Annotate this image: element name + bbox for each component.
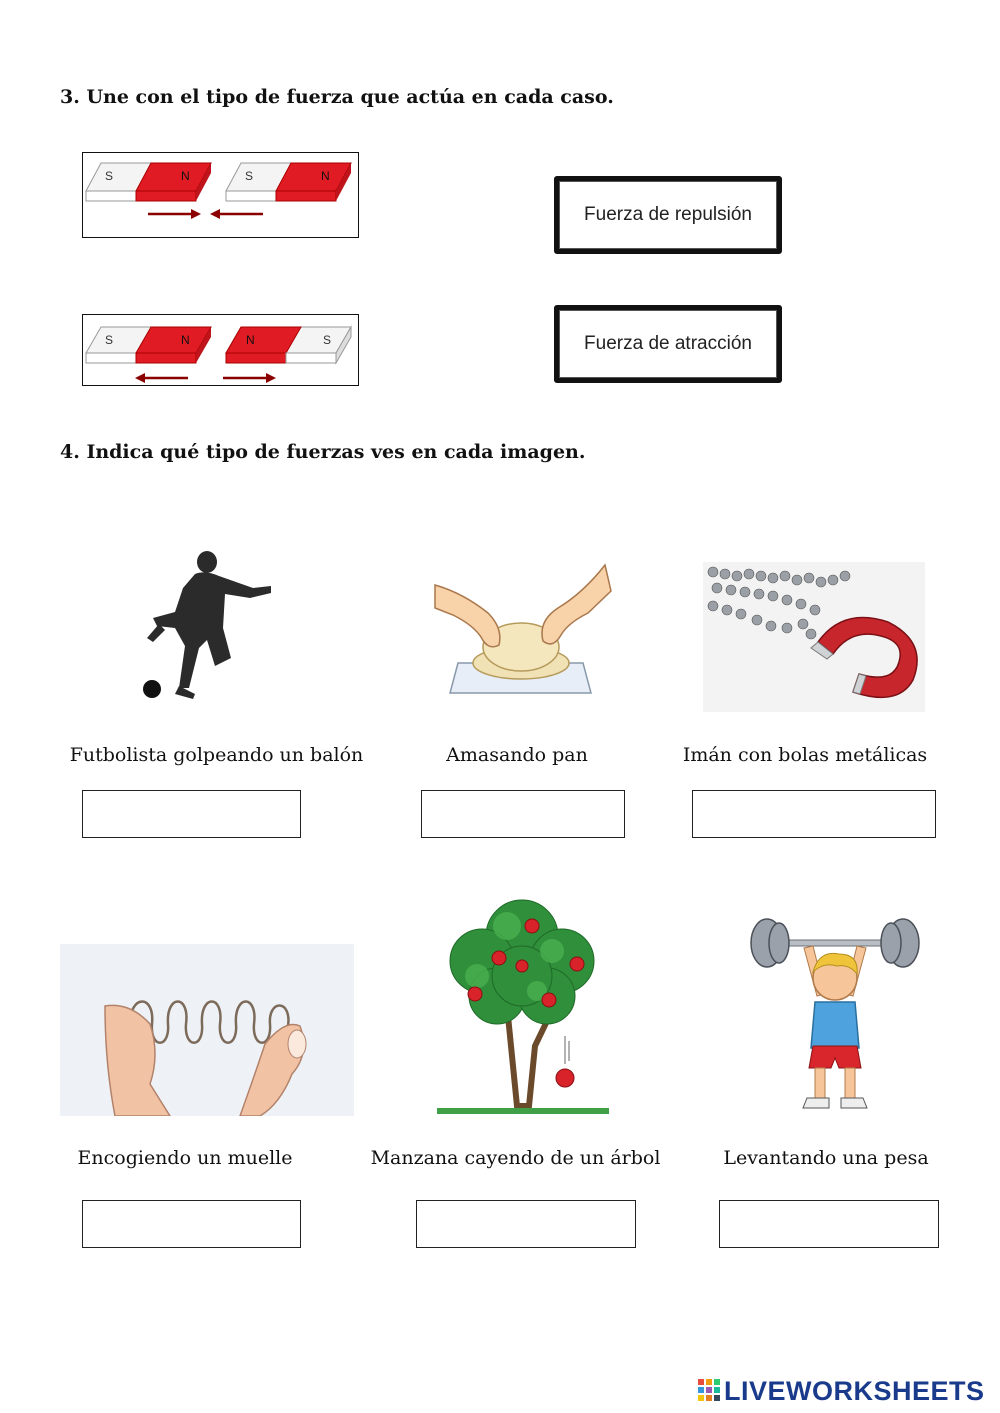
caption-dough: Amasando pan <box>446 744 588 766</box>
magnet-2b-pole-n: N <box>246 333 255 347</box>
magnet-2a-pole-s: S <box>105 333 114 347</box>
magnet-2a-pole-n: N <box>181 333 190 347</box>
caption-magnet: Imán con bolas metálicas <box>682 744 928 766</box>
apple-tree-image <box>437 896 609 1118</box>
magnet-1a-pole-s: S <box>105 169 114 183</box>
magnets-figure-1 <box>82 152 359 238</box>
magnet-balls-image <box>703 562 925 712</box>
section-4-heading: 4. Indica qué tipo de fuerzas ves en cada imagen. <box>60 441 586 463</box>
option-repulsion[interactable]: Fuerza de repulsión <box>554 176 782 254</box>
kneading-dough-image <box>433 563 613 698</box>
magnet-1a-pole-n: N <box>181 169 190 183</box>
caption-football: Futbolista golpeando un balón <box>69 744 364 766</box>
brand-grid-icon <box>697 1378 721 1406</box>
answer-input-football[interactable] <box>82 790 301 838</box>
caption-apple: Manzana cayendo de un árbol <box>370 1147 661 1169</box>
answer-input-spring[interactable] <box>82 1200 301 1248</box>
magnet-1b-pole-s: S <box>245 169 254 183</box>
magnet-2b-pole-s: S <box>323 333 332 347</box>
ball-icon <box>143 680 161 698</box>
caption-weight: Levantando una pesa <box>723 1147 929 1169</box>
falling-apple-icon <box>556 1069 574 1087</box>
answer-input-apple[interactable] <box>416 1200 636 1248</box>
answer-input-weight[interactable] <box>719 1200 939 1248</box>
football-player-image <box>135 548 285 703</box>
spring-image <box>60 944 354 1116</box>
answer-input-magnet[interactable] <box>692 790 936 838</box>
magnet-1b-pole-n: N <box>321 169 330 183</box>
magnets-drawing-2 <box>83 315 358 385</box>
caption-spring: Encogiendo un muelle <box>77 1147 293 1169</box>
magnets-drawing-1 <box>83 153 358 237</box>
brand-logo <box>697 1376 985 1407</box>
section-3-heading: 3. Une con el tipo de fuerza que actúa en cada caso. <box>60 86 614 108</box>
brand-name: LIVEWORKSHEETS <box>724 1376 985 1406</box>
magnets-figure-2 <box>82 314 359 386</box>
option-attraction[interactable]: Fuerza de atracción <box>554 305 782 383</box>
answer-input-dough[interactable] <box>421 790 625 838</box>
weightlifter-image <box>749 918 921 1114</box>
